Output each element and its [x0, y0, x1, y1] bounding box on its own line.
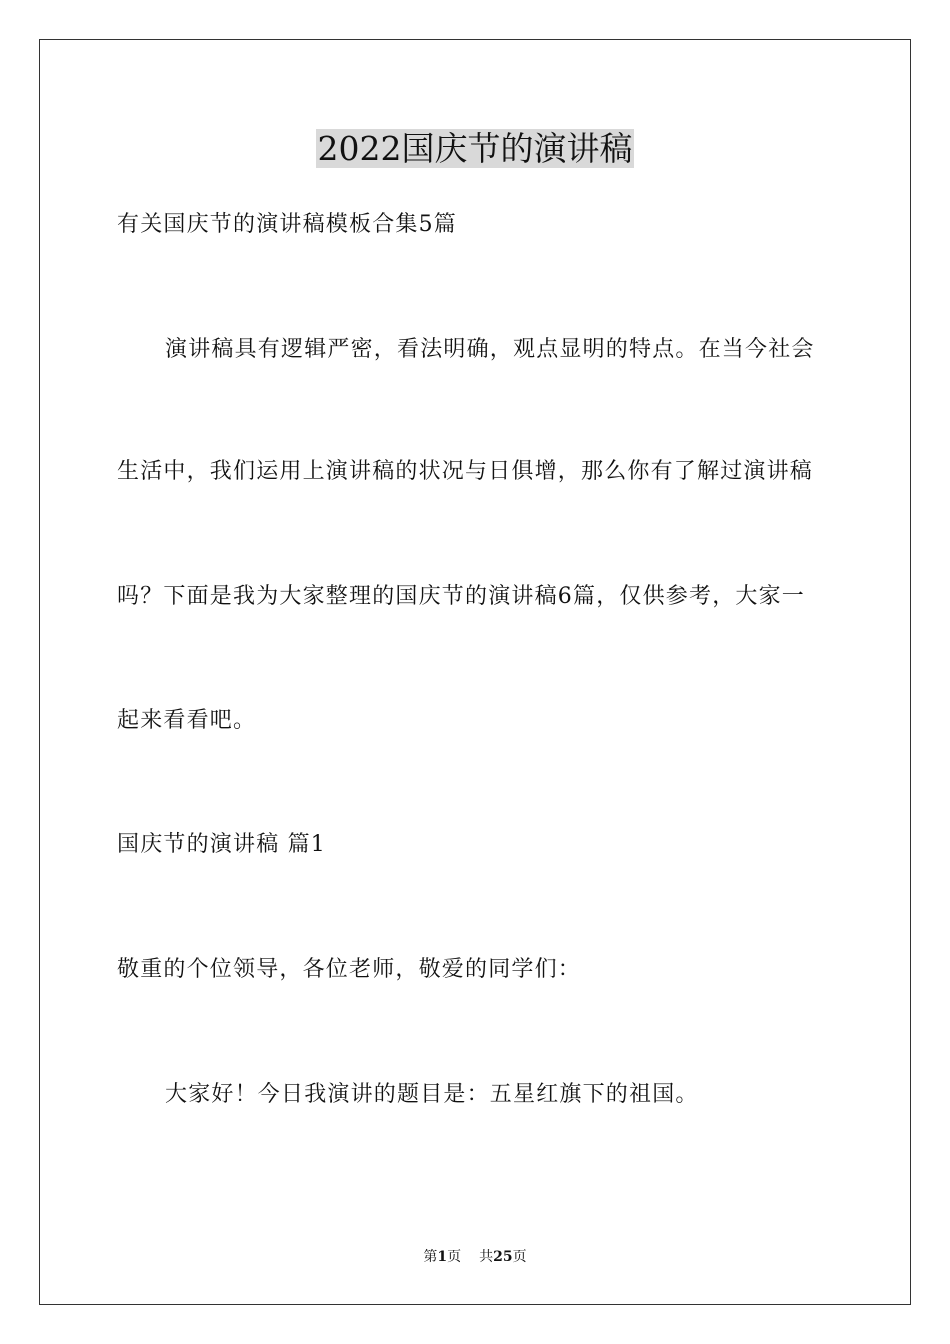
paragraph-line-1: 演讲稿具有逻辑严密，看法明确，观点显明的特点。在当今社会 [165, 337, 815, 362]
title-text: 2022国庆节的演讲稿 [317, 129, 633, 168]
page-suffix: 页 [447, 1249, 462, 1265]
subtitle: 有关国庆节的演讲稿模板合集5篇 [117, 212, 457, 237]
document-title [0, 128, 950, 170]
page-prefix: 第 [423, 1249, 438, 1265]
page-footer [0, 1248, 950, 1266]
paragraph-line-4: 起来看看吧。 [117, 708, 257, 733]
total-pages: 25 [493, 1249, 513, 1265]
page-number: 1 [437, 1249, 448, 1265]
opening-line: 大家好！今日我演讲的题目是：五星红旗下的祖国。 [165, 1082, 699, 1107]
total-suffix: 页 [512, 1249, 527, 1265]
total-prefix: 共 [479, 1249, 494, 1265]
paragraph-line-3: 吗？下面是我为大家整理的国庆节的演讲稿6篇，仅供参考，大家一 [117, 584, 805, 609]
section-heading: 国庆节的演讲稿 篇1 [117, 832, 326, 857]
paragraph-line-2: 生活中，我们运用上演讲稿的状况与日俱增，那么你有了解过演讲稿 [117, 459, 814, 484]
greeting-line: 敬重的个位领导，各位老师，敬爱的同学们： [117, 957, 582, 982]
